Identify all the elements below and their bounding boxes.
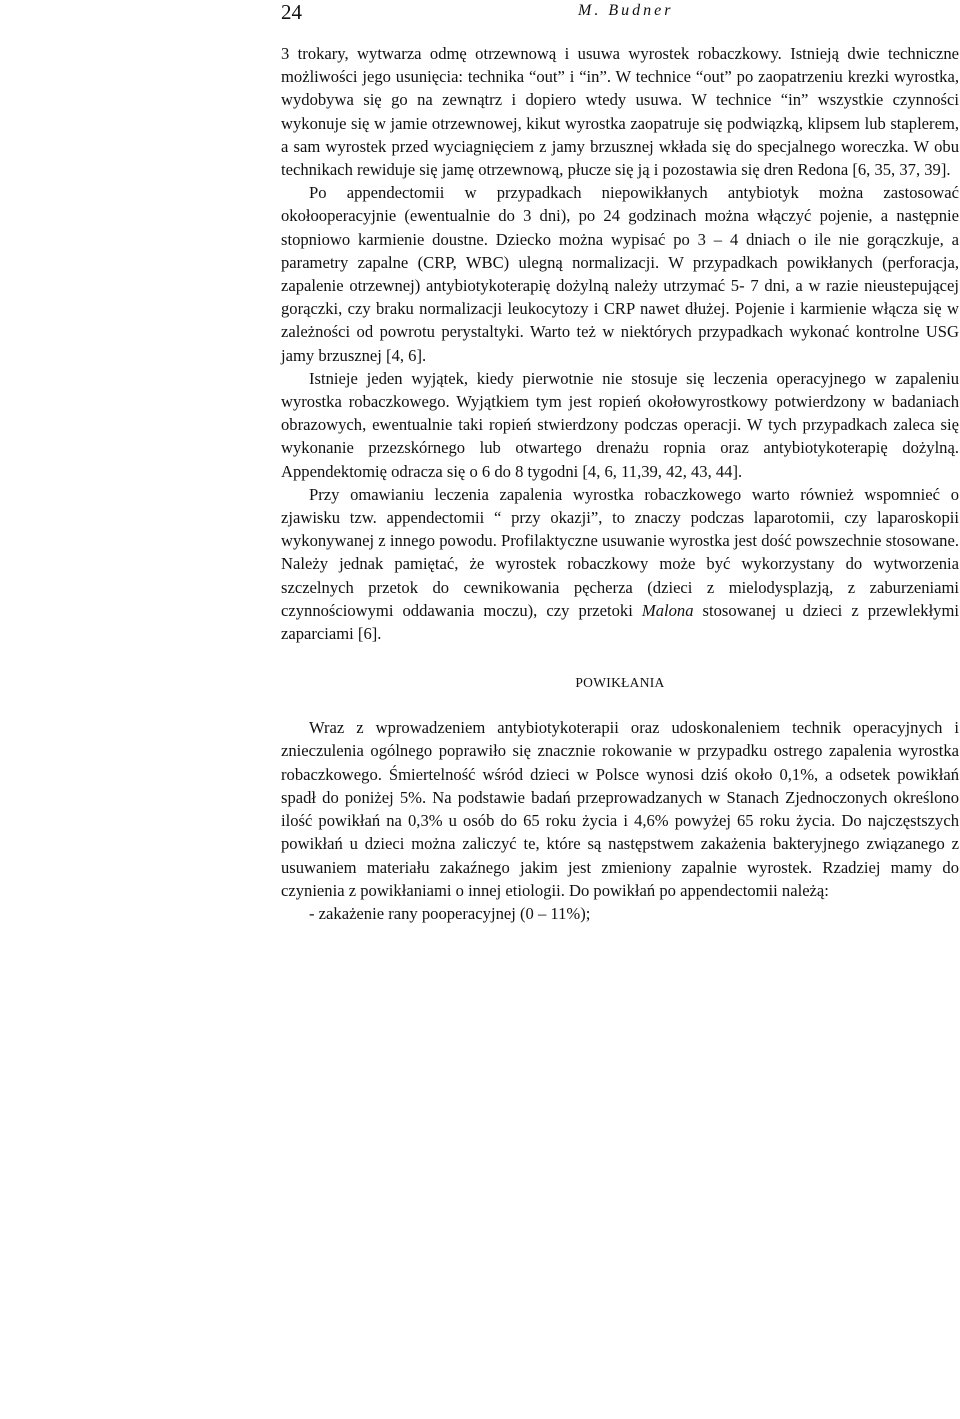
- document-body: [281, 42, 959, 925]
- section-heading-complications: POWIKŁANIA: [575, 675, 665, 691]
- paragraph-complications-intro: Wraz z wprowadzeniem antybiotykoterapii oraz udoskonaleniem technik operacyjnych i znieczulenia ogólnego poprawiło się znacznie rokowanie w przypadku ostrego zapalenia wyrostka robaczkowego. Śmiertelność wśród dzieci w Polsce wynosi dziś około 0,1%, a odsetek powikłań spadł do poniżej 5%. Na podstawie badań przeprowadzanych w Stanach Zjednoczonych określono ilość powikłań na 0,3% u osób do 65 roku życia i 4,6% powyżej 65 roku życia. Do najczęstszych powikłań u dzieci można zaliczyć te, które są następstwem zakażenia bakteryjnego związanego z usuwaniem materiału zakaźnego jakim jest zmieniony zapalnie wyrostek. Rzadziej mamy do czynienia z powikłaniami o innej etiologii. Do powikłań po appendectomii należą:: [281, 718, 959, 900]
- paragraph-periappendiceal-abscess: Istnieje jeden wyjątek, kiedy pierwotnie nie stosuje się leczenia operacyjnego w zapaleniu wyrostka robaczkowego. Wyjątkiem tym jest ropień okołowyrostkowy potwierdzony w badaniach obrazowych, ewentualnie taki ropień stwierdzony podczas operacji. W tych przypadkach zaleca się wykonanie przezskórnego lub otwartego drenażu ropnia oraz antybiotykoterapię dożylną. Appendektomię odracza się o 6 do 8 tygodni [4, 6, 11,39, 42, 43, 44].: [281, 368, 959, 481]
- paragraph-laparoscopic-technique: 3 trokary, wytwarza odmę otrzewnową i usuwa wyrostek robaczkowy. Istnieją dwie techniczne możliwości jego usunięcia: technika “out” i “in”. W technice “out” po zaopatrzeniu krezki wyrostka, wydobywa się go na zewnątrz i dopiero wtedy usuwa. W technice “in” wszystkie czynności wykonuje się w jamie otrzewnowej, kikut wyrostka zaopatruje się podwiązką, klipsem lub staplerem, a sam wyrostek przed wyciagnięciem z jamy brzusznej wkłada się do specjalnego woreczka. W obu technikach rewiduje się jamę otrzewnową, płucze się ją i pozostawia się dren Redona [6, 35, 37, 39].: [281, 44, 959, 180]
- paragraph-postoperative-care: Po appendectomii w przypadkach niepowikłanych antybiotyk można zastosować okołooperacyjnie (ewentualnie do 3 dni), po 24 godzinach można włączyć pojenie, a następnie stopniowo karmienie doustne. Dziecko można wypisać po 3 – 4 dniach o ile nie gorączkuje, a parametry zapalne (CRP, WBC) ulegną normalizacji. W przypadkach powikłanych (perforacja, zapalenie otrzewnej) antybiotykoterapię dożylną należy utrzymać 5- 7 dni, a w razie nieustepującej gorączki, czy braku normalizacji leukocytozy i CRP nawet dłużej. Pojenie i karmienie włącza się w zależności od powrotu perystaltyki. Warto też w niektórych przypadkach wykonać kontrolne USG jamy brzusznej [4, 6].: [281, 183, 959, 365]
- italic-term-malona: Malona: [641, 600, 694, 620]
- list-item-wound-infection: - zakażenie rany pooperacyjnej (0 – 11%);: [309, 903, 591, 923]
- page-number: 24: [281, 0, 302, 24]
- paragraph-text-part: Przy omawianiu leczenia zapalenia wyrostka robaczkowego warto również wspomnieć o zjawisku tzw. appendectomii “ przy okazji”, to znaczy podczas laparotomii, czy laparoskopii wykonywanej z innego powodu. Profilaktyczne usuwanie wyrostka jest dość powszechnie stosowane. Należy jednak pamiętać, że wyrostek robaczkowy może być wykorzystany do wytworzenia szczelnych przetok do cewnikowania pęcherza (dzieci z mielodysplazją, z zaburzeniami czynnościowymi oddawania moczu), czy przetoki: [281, 484, 959, 620]
- running-head-author: M. Budner: [578, 2, 674, 19]
- paragraph-text-part: stosowanej u dzieci z przewlekłymi zaparciami [6].: [281, 600, 959, 644]
- paragraph-incidental-appendectomy: [281, 483, 959, 645]
